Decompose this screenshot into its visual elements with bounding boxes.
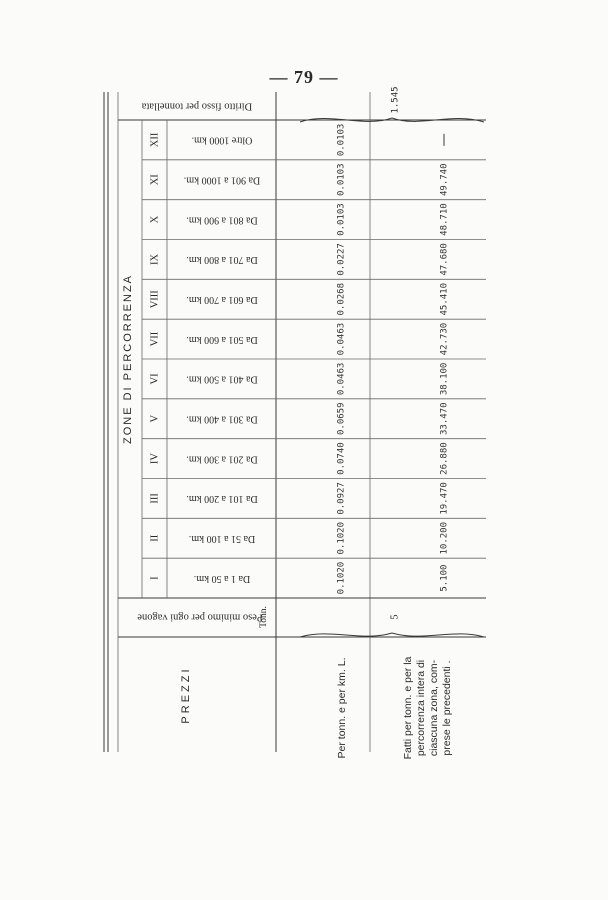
zone-range-10: Da 801 a 900 km.	[186, 214, 258, 226]
zone-range-8: Da 601 a 700 km.	[186, 293, 258, 305]
zone-title: ZONE DI PERCORRENZA	[121, 273, 134, 445]
diritto-fisso-value: 1.545	[390, 86, 401, 114]
row-label-cumulative-line-2: percorrenza intera di	[414, 659, 427, 757]
zone-range-2: Da 51 a 100 km.	[188, 532, 256, 544]
zone-range-12: Oltre 1000 km.	[191, 134, 253, 146]
rate-cumulative-1: 5.100	[439, 564, 450, 592]
zone-roman-11: XI	[149, 174, 161, 186]
zone-range-5: Da 301 a 400 km.	[186, 413, 258, 425]
rate-per-km-1: 0.1020	[336, 561, 347, 595]
rate-per-km-8: 0.0268	[336, 282, 347, 316]
zone-roman-2: II	[149, 534, 161, 542]
rate-per-km-5: 0.0659	[336, 402, 347, 436]
rate-cumulative-8: 45.410	[439, 282, 450, 316]
rate-per-km-2: 0.1020	[336, 521, 347, 555]
peso-minimo-header: Peso minimo per ogni vagone	[137, 611, 263, 623]
zone-roman-8: VIII	[149, 290, 161, 309]
rate-cumulative-11: 49.740	[439, 163, 450, 197]
row-label-per-km: Per tonn. e per km. L.	[335, 657, 348, 759]
zone-range-6: Da 401 a 500 km.	[186, 373, 258, 385]
zone-roman-6: VI	[149, 373, 161, 385]
peso-minimo-value: 5	[389, 614, 401, 620]
rate-cumulative-5: 33.470	[439, 402, 450, 436]
rate-per-km-9: 0.0227	[336, 243, 347, 276]
zone-roman-3: III	[149, 493, 161, 504]
rate-per-km-4: 0.0740	[336, 442, 347, 475]
rate-cumulative-4: 26.880	[439, 442, 450, 475]
rate-per-km-7: 0.0463	[336, 322, 347, 356]
row-label-cumulative-line-1: Fatti per tonn. e per la	[401, 656, 414, 760]
page-number: — 79 —	[269, 67, 339, 87]
diritto-fisso-header: Diritto fisso per tonnellata	[141, 100, 253, 112]
rate-per-km-11: 0.0103	[336, 163, 347, 197]
zone-range-4: Da 201 a 300 km.	[186, 453, 258, 465]
zone-roman-9: IX	[149, 253, 161, 265]
rate-per-km-10: 0.0103	[336, 203, 347, 236]
tonn-label: Tonn.	[259, 606, 270, 628]
rate-cumulative-9: 47.680	[439, 243, 450, 276]
table-grid	[104, 92, 486, 752]
table-cells	[122, 86, 484, 759]
zone-roman-7: VII	[149, 331, 161, 347]
rate-cumulative-7: 42.730	[439, 322, 450, 356]
zone-range-7: Da 501 a 600 km.	[186, 333, 258, 345]
rate-cumulative-2: 10.200	[439, 521, 450, 555]
zone-roman-1: I	[149, 576, 161, 580]
row-label-cumulative-line-3: ciascuna zona, com-	[427, 659, 440, 757]
row-label-cumulative-line-4: prese le precedenti .	[440, 660, 453, 756]
zone-range-11: Da 901 a 1000 km.	[183, 174, 261, 186]
zone-range-3: Da 101 a 200 km.	[186, 493, 258, 505]
rate-per-km-3: 0.0927	[336, 482, 347, 515]
rate-cumulative-6: 38.100	[439, 362, 450, 396]
zone-roman-12: XII	[149, 132, 161, 148]
brace-bottom	[300, 633, 392, 637]
zone-roman-4: IV	[149, 453, 161, 465]
rate-per-km-12: 0.0103	[336, 123, 347, 157]
rate-cumulative-10: 48.710	[439, 203, 450, 236]
zone-range-1: Da 1 a 50 km.	[193, 572, 251, 584]
rate-cumulative-3: 19.470	[439, 482, 450, 515]
zone-roman-10: X	[149, 215, 161, 224]
rate-per-km-6: 0.0463	[336, 362, 347, 396]
brace-bottom-right	[392, 633, 484, 637]
zone-roman-5: V	[149, 414, 161, 423]
prezzi-header: PREZZI	[179, 666, 192, 724]
zone-range-9: Da 701 a 800 km.	[186, 254, 258, 266]
